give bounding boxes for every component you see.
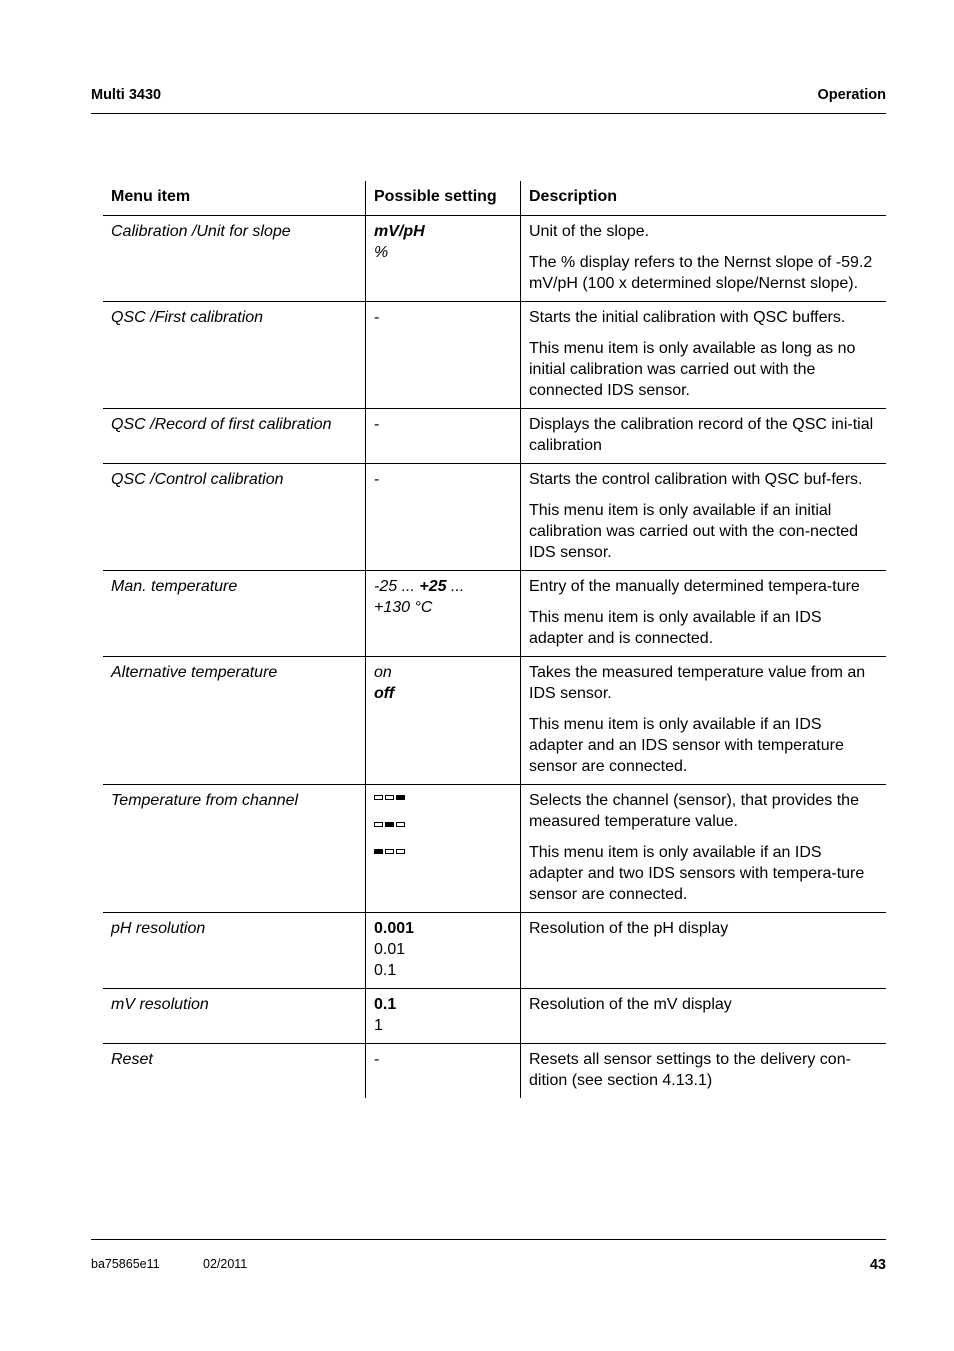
setting-value: - <box>374 471 380 488</box>
description-cell <box>521 464 887 571</box>
menu-item-cell: QSC /Record of first calibration <box>103 409 366 464</box>
setting-value: - <box>374 416 380 433</box>
table-row <box>103 989 886 1044</box>
description-paragraph: Selects the channel (sensor), that provides the measured temperature value. <box>529 792 859 830</box>
column-header-description: Description <box>521 181 887 216</box>
menu-item-cell: QSC /Control calibration <box>103 464 366 571</box>
channel-1-icon <box>374 844 512 865</box>
setting-value: 0.001 <box>374 920 415 937</box>
setting-value-part: +25 <box>419 578 447 595</box>
possible-setting-cell <box>366 409 521 464</box>
table-row <box>103 1044 886 1099</box>
description-cell <box>521 989 887 1044</box>
description-paragraph: Starts the control calibration with QSC buf-fers. <box>529 471 863 488</box>
menu-item-cell: Man. temperature <box>103 571 366 657</box>
column-header-possible-setting: Possible setting <box>366 181 521 216</box>
table-row <box>103 913 886 989</box>
possible-setting-cell <box>366 657 521 785</box>
description-cell <box>521 1044 887 1099</box>
setting-value <box>374 576 512 597</box>
footer-date: 02/2011 <box>203 1257 248 1271</box>
description-cell <box>521 657 887 785</box>
setting-value: +130 °C <box>374 599 433 616</box>
description-cell <box>521 302 887 409</box>
possible-setting-cell <box>366 571 521 657</box>
table-row <box>103 571 886 657</box>
running-header-title: Multi 3430 <box>91 87 162 103</box>
menu-item-cell: Alternative temperature <box>103 657 366 785</box>
possible-setting-cell <box>366 989 521 1044</box>
possible-setting-cell <box>366 464 521 571</box>
description-paragraph: This menu item is only available if an IDS adapter and is connected. <box>529 609 822 647</box>
description-cell <box>521 216 887 302</box>
possible-setting-cell <box>366 913 521 989</box>
table-row <box>103 216 886 302</box>
running-header-section: Operation <box>817 87 886 103</box>
table-row <box>103 464 886 571</box>
description-paragraph: Takes the measured temperature value from an IDS sensor. <box>529 664 866 702</box>
description-paragraph: This menu item is only available if an IDS adapter and an IDS sensor with temperature sensor are connected. <box>529 716 844 775</box>
possible-setting-cell <box>366 302 521 409</box>
footer-rule <box>91 1239 886 1240</box>
setting-value: 1 <box>374 1017 383 1034</box>
description-paragraph: Displays the calibration record of the QSC ini-tial calibration <box>529 416 874 454</box>
description-paragraph: This menu item is only available if an initial calibration was carried out with the con-nected IDS sensor. <box>529 502 859 561</box>
setting-value: - <box>374 1051 380 1068</box>
setting-value: mV/pH <box>374 223 425 240</box>
menu-item-cell: pH resolution <box>103 913 366 989</box>
description-cell <box>521 913 887 989</box>
channel-3-icon <box>374 790 512 811</box>
menu-item-cell: QSC /First calibration <box>103 302 366 409</box>
setting-value: 0.01 <box>374 941 406 958</box>
description-paragraph: Resolution of the pH display <box>529 920 729 937</box>
setting-value: 0.1 <box>374 996 397 1013</box>
description-cell <box>521 785 887 913</box>
setting-value: % <box>374 244 389 261</box>
footer-document-id: ba75865e11 <box>91 1257 160 1271</box>
setting-value: off <box>374 685 395 702</box>
setting-value: - <box>374 309 380 326</box>
column-header-menu-item: Menu item <box>103 181 366 216</box>
description-paragraph: This menu item is only available if an IDS adapter and two IDS sensors with tempera-ture sensor are connected. <box>529 844 865 903</box>
page-number: 43 <box>869 1257 886 1273</box>
description-cell <box>521 409 887 464</box>
menu-item-cell: Reset <box>111 1051 153 1068</box>
description-paragraph: Entry of the manually determined tempera-ture <box>529 578 860 595</box>
setting-value-part: -25 ... <box>374 578 420 595</box>
table-row <box>103 785 886 913</box>
setting-value: 0.1 <box>374 962 397 979</box>
setting-value-part: ... <box>446 578 465 595</box>
menu-item-cell: mV resolution <box>103 989 366 1044</box>
possible-setting-cell <box>366 1044 521 1099</box>
description-paragraph: This menu item is only available as long as no initial calibration was carried out with the connected IDS sensor. <box>529 340 856 399</box>
table-row <box>103 409 886 464</box>
table-header-row <box>103 181 886 216</box>
channel-2-icon <box>374 817 512 838</box>
menu-item-cell: Calibration /Unit for slope <box>103 216 366 302</box>
setting-value: on <box>374 664 392 681</box>
sensor-settings-table <box>103 181 886 1098</box>
menu-item-cell: Temperature from channel <box>103 785 366 913</box>
table-row <box>103 657 886 785</box>
possible-setting-cell <box>366 216 521 302</box>
description-paragraph: Resolution of the mV display <box>529 996 732 1013</box>
table-row <box>103 302 886 409</box>
possible-setting-cell <box>366 785 521 913</box>
description-paragraph: Resets all sensor settings to the delivery con-dition (see section 4.13.1) <box>529 1051 851 1089</box>
description-paragraph: Starts the initial calibration with QSC buffers. <box>529 309 846 326</box>
header-rule <box>91 113 886 114</box>
description-cell <box>521 571 887 657</box>
description-paragraph: The % display refers to the Nernst slope of -59.2 mV/pH (100 x determined slope/Nernst slope). <box>529 254 873 292</box>
description-paragraph: Unit of the slope. <box>529 223 650 240</box>
